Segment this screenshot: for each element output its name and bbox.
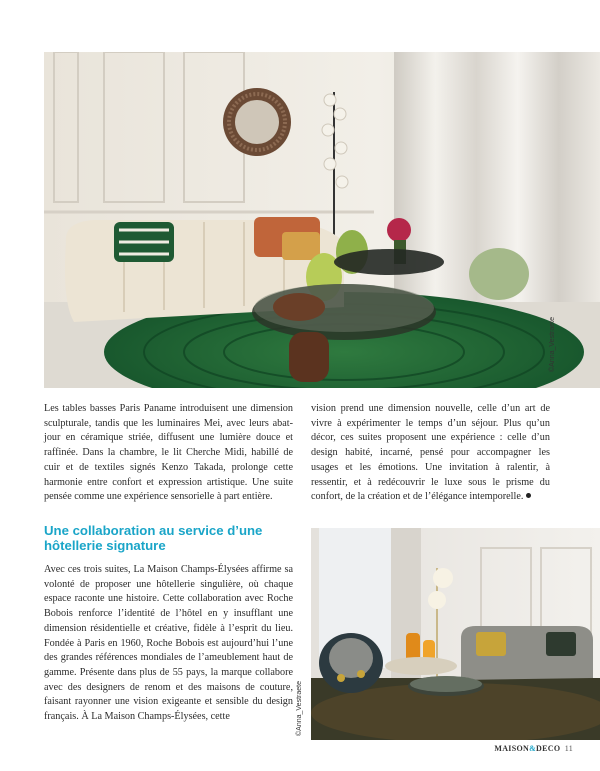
section-heading bbox=[44, 523, 294, 553]
main-photo-living-room bbox=[44, 52, 600, 388]
page-footer bbox=[494, 744, 573, 753]
magazine-name-part-1: MAISON bbox=[494, 744, 530, 753]
living-room-illustration bbox=[44, 52, 600, 388]
right-column-text bbox=[311, 402, 550, 505]
end-of-article-mark bbox=[526, 493, 531, 498]
left-column-text bbox=[44, 402, 293, 505]
suite-illustration bbox=[311, 528, 600, 740]
page-number: 11 bbox=[564, 744, 573, 753]
secondary-photo-suite bbox=[311, 528, 600, 740]
paragraph: Avec ces trois suites, La Maison Champs-Élysées affirme sa volonté de proposer une hôtellerie singulière, où chaque espace raconte une histoire. Cette collaboration avec Roche Bobois renforce l’identité de l’hôtel en y insufflant une dimension résidentielle et créative, fidèle à l’esprit du lieu. Fondée à Paris en 1960, Roche Bobois est aujourd’hui l’une des grandes références mondiales de l’ameublement haut de gamme. Présente dans plus de 55 pays, la marque collabore avec des designers de renom et des maisons de couture, faisant rayonner une vision exigeante et sensible du design français. À La Maison Champs-Élysées, cette bbox=[44, 564, 293, 723]
paragraph: vision prend une dimension nouvelle, celle d’un art de vivre à expérimenter le temps d’un séjour. Plus qu’un décor, ces suites proposent une expérience : celle d’un design habité, incarné, pensé pour accompagner les usages et les émotions. Une invitation à ralentir, à ressentir, et à redécouvrir le luxe sous le prisme du confort, de la création et de l’élégance intemporelle. bbox=[311, 403, 550, 503]
paragraph: Les tables basses Paris Paname introduisent une dimension sculpturale, tandis que les luminaires Mei, avec leurs abat-jour en céramique striée, diffusent une lumière douce et raffinée. Dans la chambre, le lit Cherche Midi, habillé de cuir et de textiles signés Kenzo Takada, prolonge cette harmonie entre confort et expression artistique. Une suite pensée comme une expérience sensorielle à part entière. bbox=[44, 403, 293, 503]
heading-line-1: Une collaboration au service d’une bbox=[44, 523, 263, 538]
magazine-name-ampersand: & bbox=[529, 744, 537, 753]
photo-credit-bottom: ©Anna_Vestraete bbox=[296, 681, 303, 736]
left-column-text-2 bbox=[44, 563, 293, 725]
heading-line-2: hôtellerie signature bbox=[44, 538, 166, 553]
photo-credit-top: ©Anna_Vestraete bbox=[549, 317, 556, 372]
magazine-name-part-2: DECO bbox=[536, 744, 561, 753]
